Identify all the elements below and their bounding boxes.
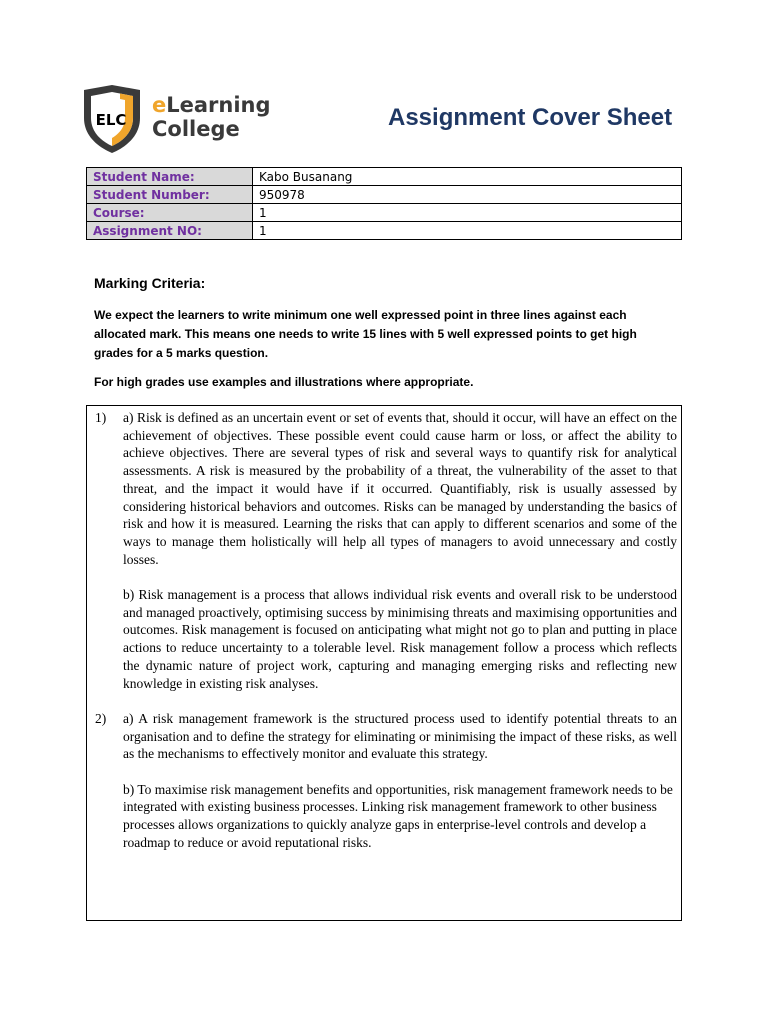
answer-item-1 xyxy=(95,409,677,692)
shield-logo-icon xyxy=(80,84,144,154)
student-name-label: Student Name: xyxy=(87,168,253,186)
student-number-label: Student Number: xyxy=(87,186,253,204)
marking-criteria-text: We expect the learners to write minimum one well expressed point in three lines against each allocated mark. This means one needs to write 15 lines with 5 well expressed points to get high grades for a 5 marks question. xyxy=(94,308,637,360)
course-value: 1 xyxy=(253,204,682,222)
table-row xyxy=(87,186,682,204)
assignment-no-label: Assignment NO: xyxy=(87,222,253,240)
answer-content xyxy=(95,409,677,852)
college-logo xyxy=(80,84,280,154)
answer-number: 2) xyxy=(95,710,107,726)
answer-item-2 xyxy=(95,710,677,852)
student-info-table xyxy=(86,167,682,240)
table-row xyxy=(87,222,682,240)
student-number-value: 950978 xyxy=(253,186,682,204)
course-label: Course: xyxy=(87,204,253,222)
logo-name-line2: College xyxy=(152,117,240,141)
logo-name-line1 xyxy=(152,93,271,117)
logo-word-learning: Learning xyxy=(166,93,271,117)
answer-number: 1) xyxy=(95,410,107,425)
answer-1a-text: a) Risk is defined as an uncertain event or set of events that, should it occur, will have an effect on the achievement of objectives. These possible event could cause harm or loss, or affect the ability to achieve objectives. There are several types of risk and several ways to quantify risk for analytical assessments. A risk is measured by the probability of a threat, the vulnerability of the asset to that threat, and the impact it would have if it occurred. Quantifiably, risk is usually assessed by considering historical behaviors and outcomes. Risks can be managed by understanding the basics of risk and how it is measured. Learning the risks that can apply to different scenarios and some of the ways to manage them holistically will help all types of managers to avoid unnecessary and costly losses. xyxy=(123,410,677,567)
answer-2a-text: a) A risk management framework is the structured process used to identify potential threats to an organisation and to define the strategy for eliminating or minimising the impact of these risks, as well as the mechanisms to effectively monitor and evaluate this strategy. xyxy=(123,710,677,762)
marking-criteria-note: For high grades use examples and illustrations where appropriate. xyxy=(94,375,474,389)
student-name-value: Kabo Busanang xyxy=(253,168,682,186)
answer-2b-text: b) To maximise risk management benefits and opportunities, risk management framework needs to be integrated with existing business processes. Linking risk management framework to other business processes allows organizations to quickly analyze gaps in enterprise-level controls and develop a roadmap to reduce or avoid reputational risks. xyxy=(123,781,673,850)
page-title: Assignment Cover Sheet xyxy=(388,104,673,131)
table-row xyxy=(87,168,682,186)
table-row xyxy=(87,204,682,222)
answer-1b-text: b) Risk management is a process that allows individual risk events and overall risk to be understood and managed proactively, optimising success by minimising threats and maximising opportunities and outcomes. Risk management is focused on anticipating what might not go to plan and putting in place actions to reduce uncertainty to a tolerable level. Risk management follow a process which reflects the dynamic nature of project work, capturing and managing emerging risks and reflecting new knowledge in existing risk analyses. xyxy=(123,587,677,691)
assignment-no-value: 1 xyxy=(253,222,682,240)
marking-criteria-heading: Marking Criteria: xyxy=(94,275,206,291)
logo-accent-letter: e xyxy=(152,93,167,117)
logo-badge-text: ELC xyxy=(95,111,127,129)
answer-box xyxy=(86,405,682,921)
